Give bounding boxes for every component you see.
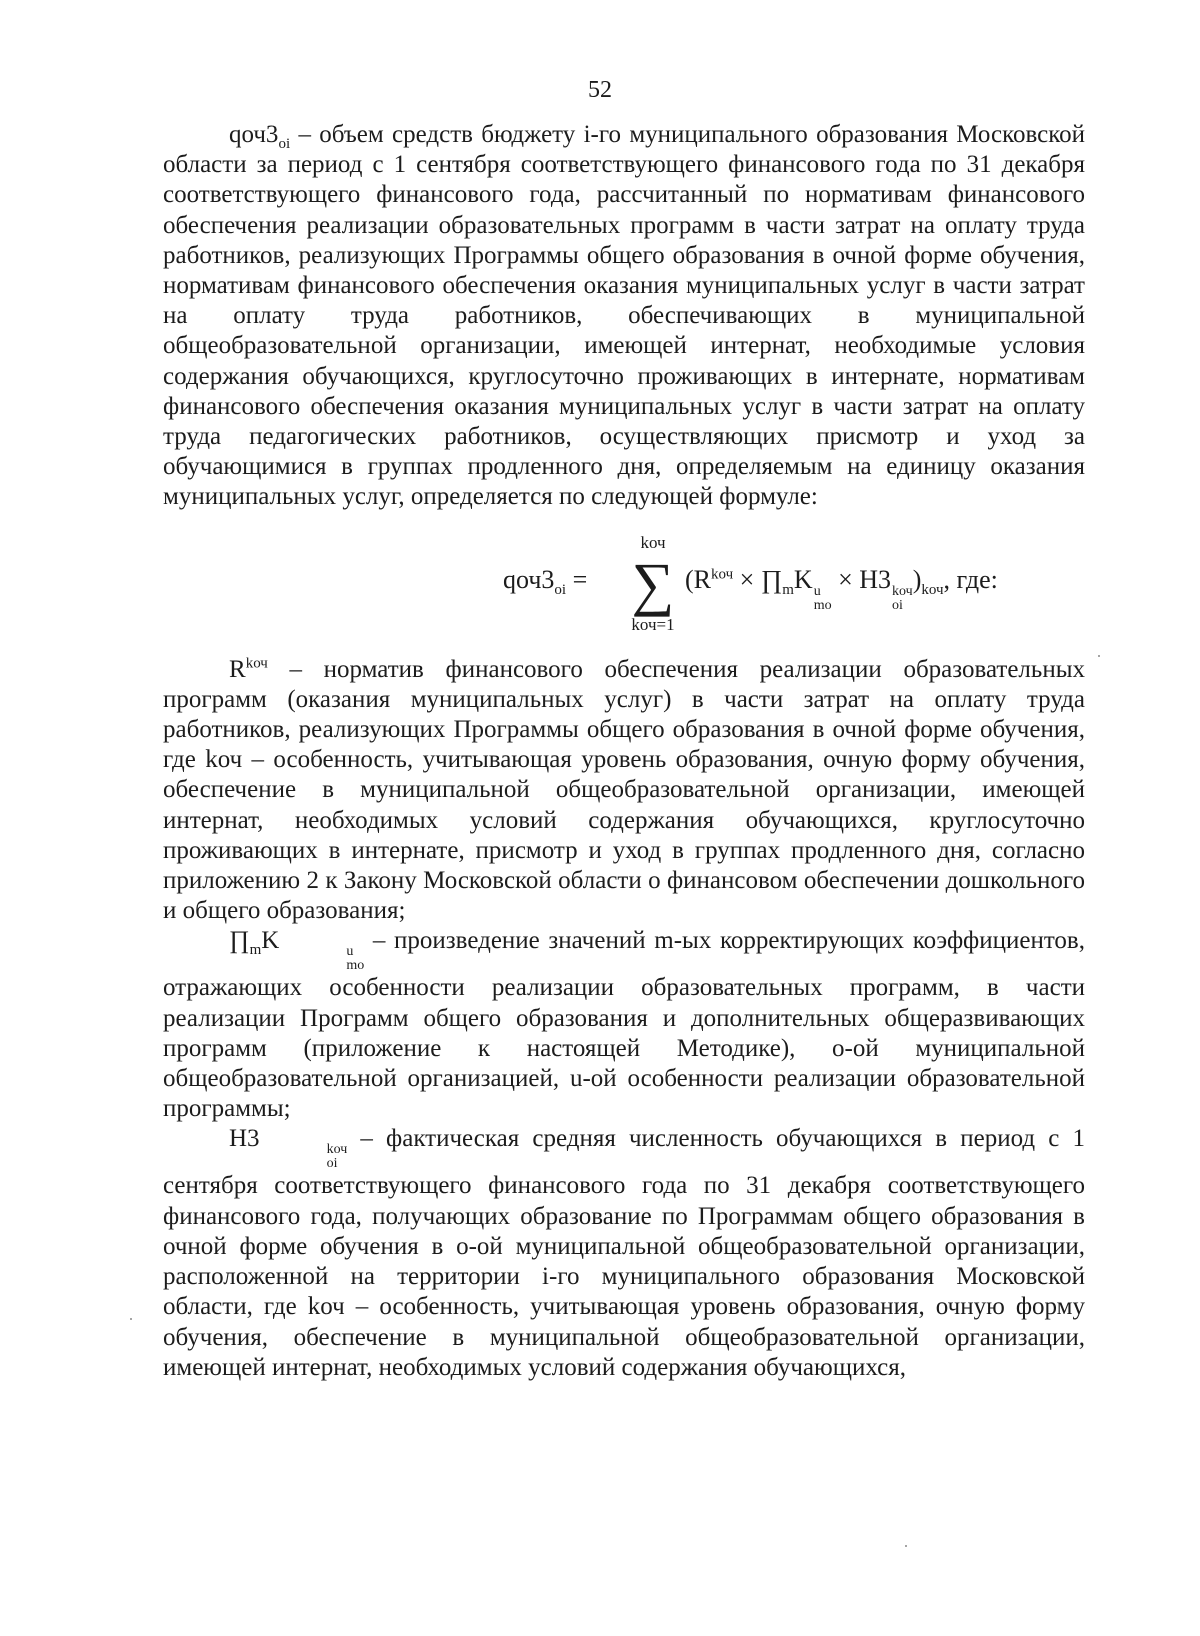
paragraph-text: – произведение значений m-ых корректирующих коэффициентов, отражающих особенности реализации образовательных программ, в части реализации Программ общего образования и дополнительных общеразвивающих программ (приложение к настоящей Методике), o-ой муниципальной общеобразовательной организацией, u-ой особенности реализации образовательной программы; (163, 927, 1085, 1123)
paragraph-text: – норматив финансового обеспечения реализации образовательных программ (оказания муниципальных услуг) в части затрат на оплату труда работников, реализующих Программы общего образования в очной форме обучения, где kоч – особенность, учитывающая уровень образования, очную форму обучения, обеспечение в муниципальной общеобразовательной организации, имеющей интернат, необходимых условий содержания обучающихся, круглосуточно проживающих в интернате, присмотр и уход в группах продленного дня, согласно приложению 2 к Закону Московской области о финансовом обеспечении дошкольного и общего образования; (163, 655, 1085, 925)
paragraph-product-definition (163, 926, 1085, 1124)
paragraph-text: – фактическая средняя численность обучающихся в период с 1 сентября соответствующего финансового года по 31 декабря соответствующего финансового года, получающих образование по Программам общего образования в очной форме обучения в o-ой муниципальной общеобразовательной организации, расположенной на территории i-го муниципального образования Московской области, где kоч – особенность, учитывающая уровень образования, очную форму обучения, обеспечение в муниципальной общеобразовательной организации, имеющей интернат, необходимых условий содержания обучающихся, (163, 1125, 1085, 1381)
term-r: $R^{kоч}$ (229, 655, 268, 683)
formula-lhs: $qоч3_{oi}$ = (503, 564, 588, 598)
sum-lower-limit: kоч=1 (631, 614, 675, 634)
formula-qoch3 (163, 513, 1085, 645)
page-number: 52 (588, 77, 612, 103)
paragraph-n3-definition (163, 1124, 1085, 1382)
summation (623, 533, 683, 635)
term-qoch3: $qоч3_{oi}$ (229, 121, 291, 152)
scan-speck (130, 1318, 132, 1320)
formula-rhs: ($R^{kоч}$ × $\prod_mK$ u mo × Н3 kоч oi )$_{kоч}$, где: (685, 564, 998, 613)
paragraph-text: – объем средств бюджету i-го муниципального образования Московской области за период с 1 сентября соответствующего финансового года по 31 декабря соответствующего финансового года, рассчитанный по нормативам финансового обеспечения реализации образовательных программ в части затрат на оплату труда работников, реализующих Программы общего образования в очной форме обучения, нормативам финансового обеспечения оказания муниципальных услуг в части затрат на оплату труда работников, обеспечивающих в муниципальной общеобразовательной организации, имеющей интернат, необходимые условия содержания обучающихся, круглосуточно проживающих в интернате, нормативам финансового обеспечения оказания муниципальных услуг в части затрат на оплату труда педагогических работников, осуществляющих присмотр и уход за обучающимися в группах продленного дня, определяемым на единицу оказания муниципальных услуг, определяется по следующей формуле: (163, 121, 1085, 511)
sigma-symbol: ∑ (631, 550, 675, 617)
document-body (163, 120, 1085, 1383)
paragraph-qoch-definition (163, 120, 1085, 513)
scan-speck (1098, 655, 1100, 657)
paragraph-r-definition (163, 655, 1085, 927)
term-n3: Н3 kоч oi (229, 1125, 348, 1172)
sum-upper-limit: kоч (640, 532, 666, 552)
scan-speck (905, 1545, 907, 1547)
term-product: $\prod_mK$ u mo (229, 927, 365, 974)
